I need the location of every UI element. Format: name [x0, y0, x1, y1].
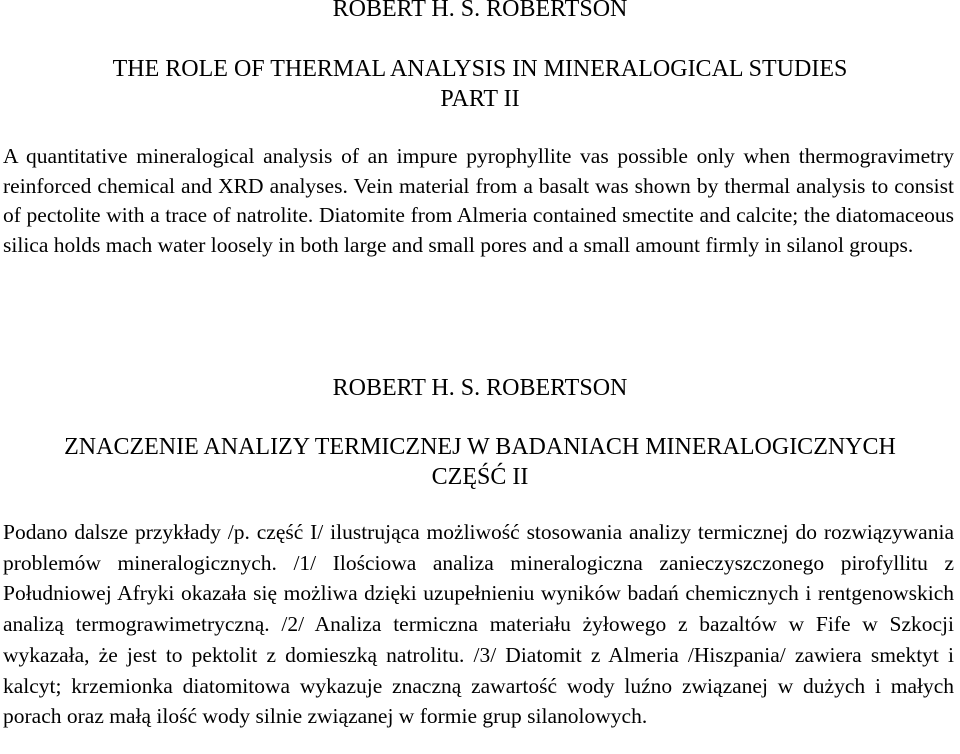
title-line-2: PART II [440, 86, 520, 112]
author-name-english: ROBERT H. S. ROBERTSON [332, 0, 628, 22]
abstract-polish: Podano dalsze przykłady /p. część I/ ilustrująca możliwość stosowania analizy termicznej do rozwiązywania problemów mineralogicznych. /1/ Ilościowa analiza mineralogiczna zanieczyszczonego pirofyllitu z Południowej Afryki okazała się możliwa dzięki uzupełnieniu wyników badań chemicznych i rentgenowskich analizą termograwimetryczną. /2/ Analiza termiczna materiału żyłowego z bazaltów w Fife w Szkocji wykazała, że jest to pektolit z domieszką natrolitu. /3/ Diatomit z Almeria /Hiszpania/ zawiera smektyt i kalcyt; krzemionka diatomitowa wykazuje znaczną zawartość wody luźno związanej w dużych i małych porach oraz małą ilość wody silnie związanej w formie grup silanolowych. [3, 520, 954, 729]
abstract-english: A quantitative mineralogical analysis of an impure pyrophyllite vas possible only when thermogravimetry reinforced chemical and XRD analyses. Vein material from a basalt was shown by thermal analysis to consist of pectolite with a trace of natrolite. Diatomite from Almeria contained smectite and calcite; the diatomaceous silica holds mach water loosely in both large and small pores and a small amount firmly in silanol groups. [3, 144, 954, 257]
paper-title-english [0, 54, 960, 114]
paper-title-polish [0, 432, 960, 492]
title-line-2: CZĘŚĆ II [431, 464, 529, 490]
title-line-1: ZNACZENIE ANALIZY TERMICZNEJ W BADANIACH MINERALOGICZNYCH [64, 434, 896, 460]
author-name-polish: ROBERT H. S. ROBERTSON [332, 375, 628, 401]
title-line-1: THE ROLE OF THERMAL ANALYSIS IN MINERALOGICAL STUDIES [112, 56, 848, 82]
